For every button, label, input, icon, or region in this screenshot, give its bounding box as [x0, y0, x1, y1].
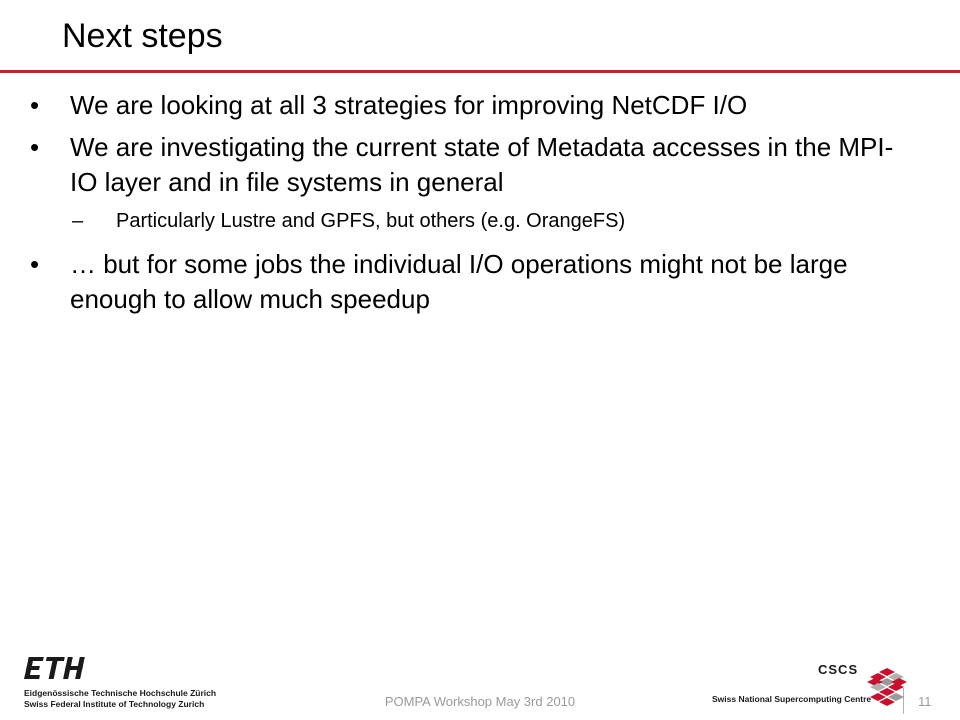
bullet-text: We are looking at all 3 strategies for improving NetCDF I/O	[70, 90, 748, 120]
bullet-marker: •	[30, 90, 40, 120]
bullet-marker: •	[30, 249, 40, 279]
eth-logo-icon	[24, 656, 88, 680]
page-number: 11	[918, 694, 932, 709]
title-divider	[0, 70, 960, 73]
footer-text: POMPA Workshop May 3rd 2010	[384, 694, 576, 709]
cscs-logo-text: CSCS	[818, 662, 859, 677]
bullet-marker: •	[30, 132, 40, 162]
bullet-item	[0, 247, 960, 317]
bullet-item	[0, 88, 960, 123]
bullet-text: We are investigating the current state of Metadata accesses in the MPI-IO layer and in file systems in general	[70, 132, 894, 197]
eth-logo-line-2: Swiss Federal Institute of Technology Zurich	[24, 699, 205, 709]
sub-bullet-text: Particularly Lustre and GPFS, but others (e.g. OrangeFS)	[116, 210, 626, 232]
cscs-logo	[700, 660, 900, 716]
bullet-text: … but for some jobs the individual I/O operations might not be large enough to allow much speedup	[70, 249, 848, 314]
eth-logo-line-1: Eidgenössische Technische Hochschule Zürich	[24, 688, 217, 698]
cscs-cube-icon	[864, 666, 910, 708]
slide-title: Next steps	[62, 17, 223, 55]
sub-bullet-item	[0, 207, 960, 235]
sub-bullet-marker: –	[72, 210, 84, 232]
cscs-logo-subtitle: Swiss National Supercomputing Centre	[712, 694, 872, 704]
slide-content	[0, 88, 960, 324]
bullet-item	[0, 130, 960, 200]
